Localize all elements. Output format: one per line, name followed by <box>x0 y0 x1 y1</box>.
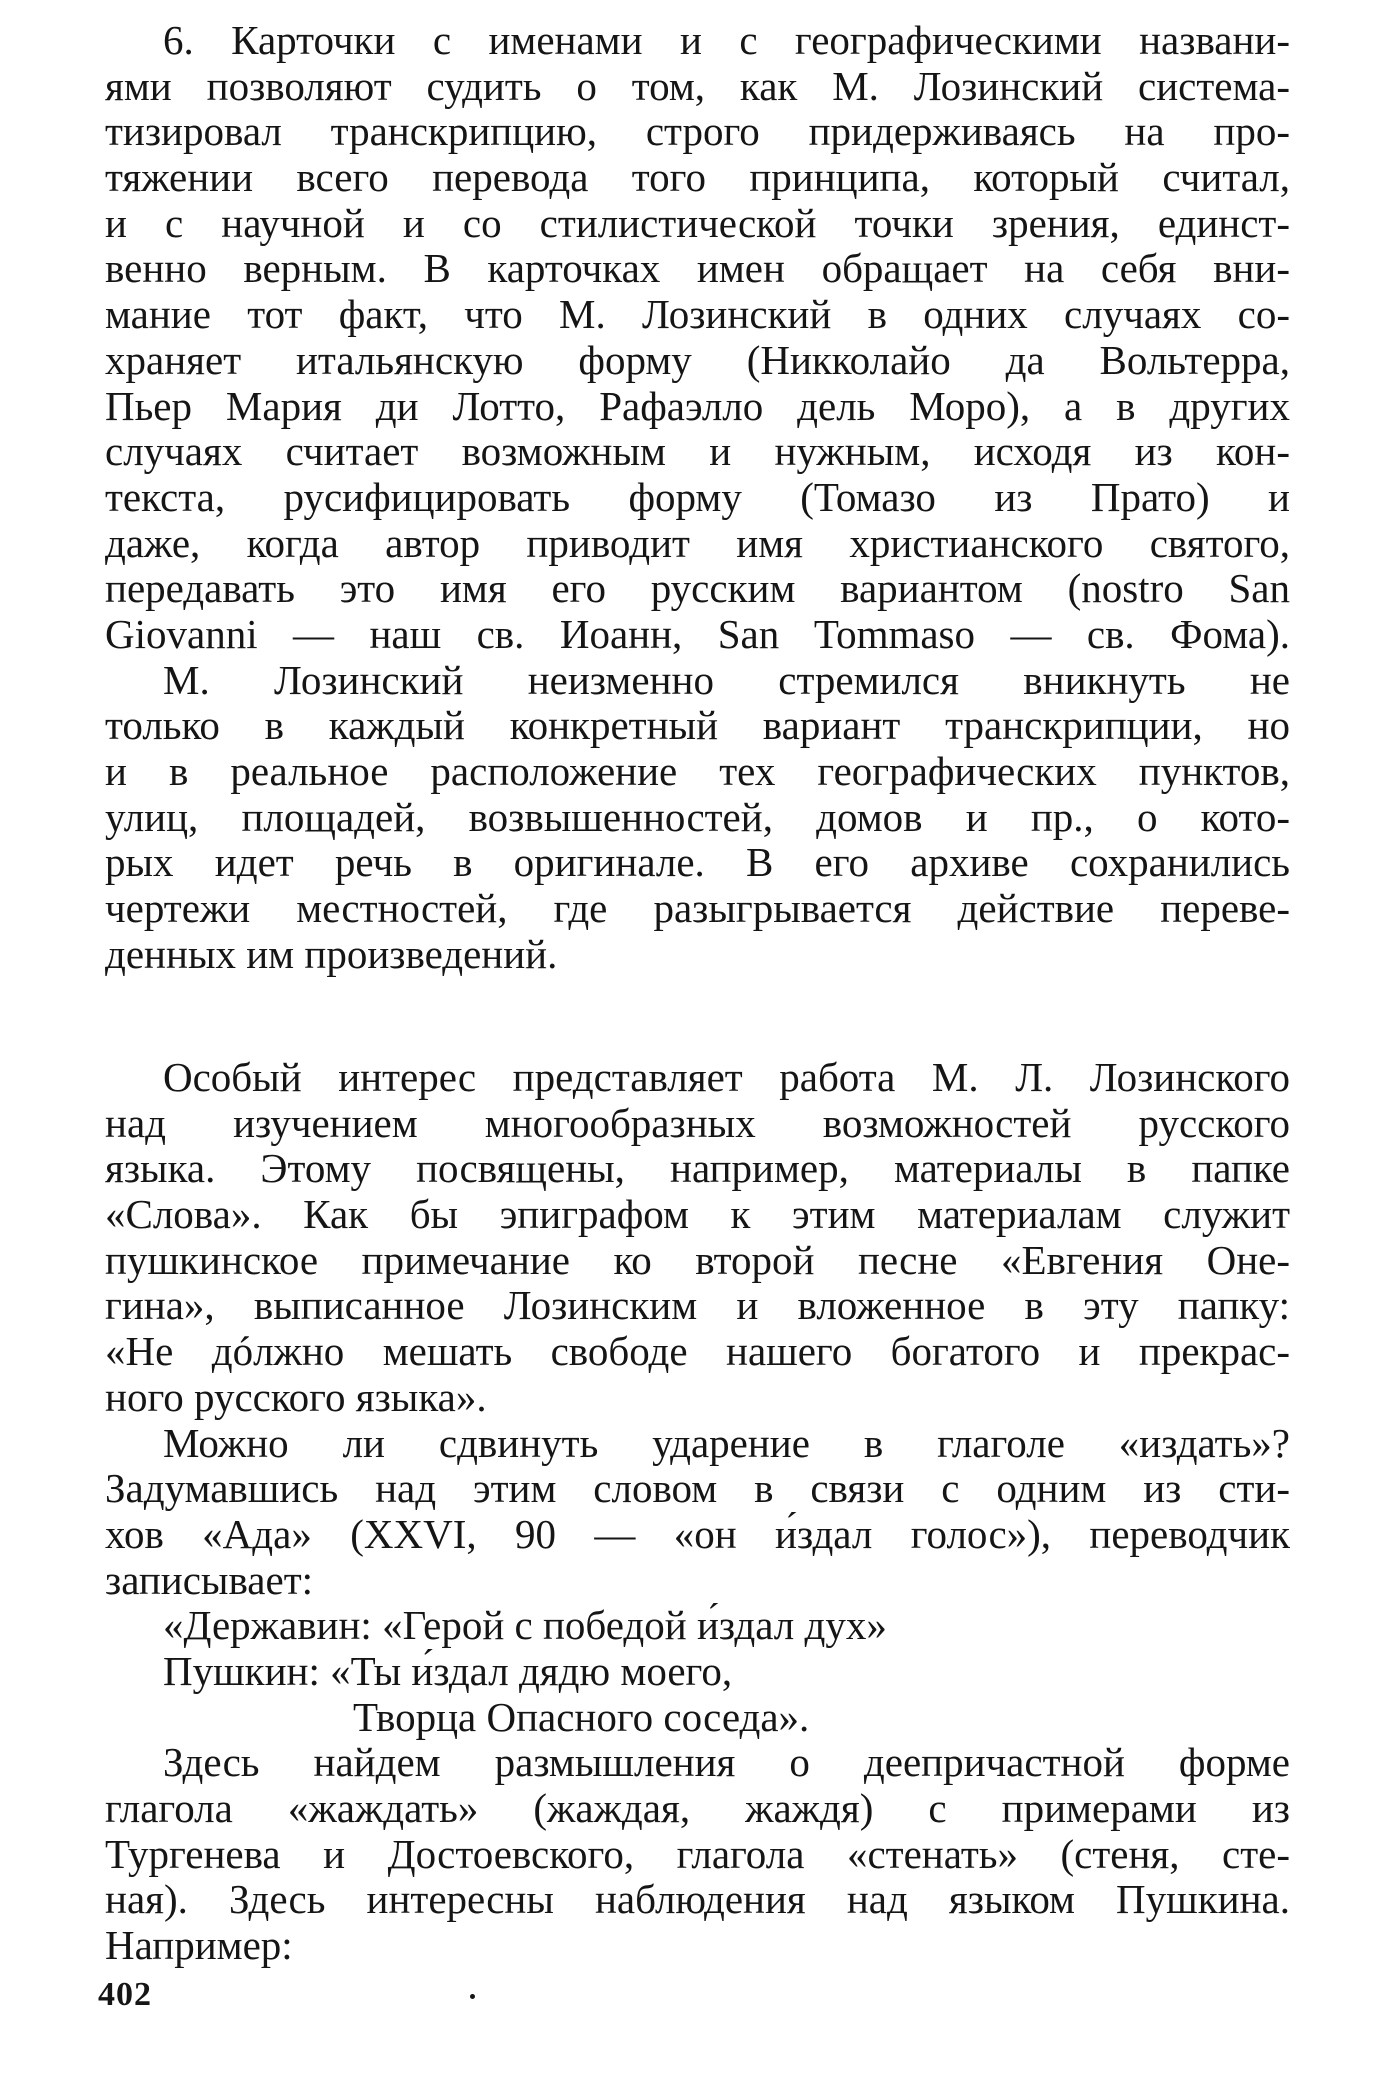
text-line: хов «Ада» (XXVI, 90 — «он и́здал голос»), переводчик <box>105 1511 1290 1557</box>
text-line: текста, русифицировать форму (Томазо из Прато) и <box>105 474 1290 520</box>
text-line: случаях считает возможным и нужным, исходя из кон- <box>105 429 1290 475</box>
text-line: храняет итальянскую форму (Никколайо да Вольтерра, <box>105 337 1290 383</box>
text-line: и в реальное расположение тех географических пунктов, <box>105 749 1290 794</box>
text-line: Здесь найдем размышления о деепричастной форме <box>163 1740 1290 1786</box>
text-line: Тургенева и Достоевского, глагола «стенать» (стеня, сте- <box>105 1831 1290 1877</box>
text-line: «Не дóлжно мешать свободе нашего богатого и прекрас- <box>105 1329 1290 1375</box>
text-line: «Слова». Как бы эпиграфом к этим материалам служит <box>105 1192 1290 1238</box>
text-line: ями позволяют судить о том, как М. Лозинский система- <box>105 63 1290 109</box>
quote-line: Творца Опасного соседа». <box>353 1694 810 1740</box>
text-line: чертежи местностей, где разыгрывается действие переве- <box>105 886 1290 932</box>
text-line: тизировал транскрипцию, строго придерживаясь на про- <box>105 109 1290 155</box>
text-line: Например: <box>105 1923 293 1969</box>
text-line: Giovanni — наш св. Иоанн, San Tommaso — св. Фома). <box>105 611 1290 657</box>
quote-line: Пушкин: «Ты и́здал дядю моего, <box>163 1648 733 1694</box>
text-line: записывает: <box>105 1557 314 1603</box>
text-line: гина», выписанное Лозинским и вложенное в эту папку: <box>105 1283 1290 1329</box>
text-line: денных им произведений. <box>105 931 558 977</box>
text-line: мание тот факт, что М. Лозинский в одних случаях со- <box>105 292 1290 338</box>
text-line: только в каждый конкретный вариант транскрипции, но <box>105 703 1290 749</box>
text-line: Задумавшись над этим словом в связи с одним из сти- <box>105 1466 1290 1512</box>
text-line: передавать это имя его русским вариантом (nostro San <box>105 566 1290 612</box>
print-speck <box>470 1994 475 1999</box>
text-line: венно верным. В карточках имен обращает на себя вни- <box>105 246 1290 292</box>
quote-line: «Державин: «Герой с победой и́здал дух» <box>163 1603 887 1649</box>
text-line: пушкинское примечание ко второй песне «Евгения Оне- <box>105 1237 1290 1283</box>
text-line: даже, когда автор приводит имя христианского святого, <box>105 520 1290 566</box>
text-line: Пьер Мария ди Лотто, Рафаэлло дель Моро), а в других <box>105 383 1290 429</box>
text-line: языка. Этому посвящены, например, материалы в папке <box>105 1146 1290 1192</box>
text-line: и с научной и со стилистической точки зрения, единст- <box>105 200 1290 246</box>
text-line: 6. Карточки с именами и с географическими названи- <box>163 18 1290 63</box>
text-line: ного русского языка». <box>105 1374 487 1420</box>
text-line: Особый интерес представляет работа М. Л. Лозинского <box>163 1055 1290 1100</box>
text-line: Можно ли сдвинуть ударение в глаголе «издать»? <box>163 1420 1290 1466</box>
text-line: над изучением многообразных возможностей русского <box>105 1100 1290 1146</box>
text-line: глагола «жаждать» (жаждая, жаждя) с примерами из <box>105 1786 1290 1831</box>
paragraph-language-study <box>105 1055 1290 1969</box>
text-line: тяжении всего перевода того принципа, который считал, <box>105 155 1290 201</box>
text-line: ная). Здесь интересны наблюдения над языком Пушкина. <box>105 1877 1290 1923</box>
text-line: улиц, площадей, возвышенностей, домов и пр., о кото- <box>105 794 1290 840</box>
page-number: 402 <box>98 1976 152 2013</box>
text-line: рых идет речь в оригинале. В его архиве сохранились <box>105 840 1290 886</box>
text-line: М. Лозинский неизменно стремился вникнуть не <box>163 657 1290 703</box>
paragraph-transcription <box>105 18 1290 977</box>
